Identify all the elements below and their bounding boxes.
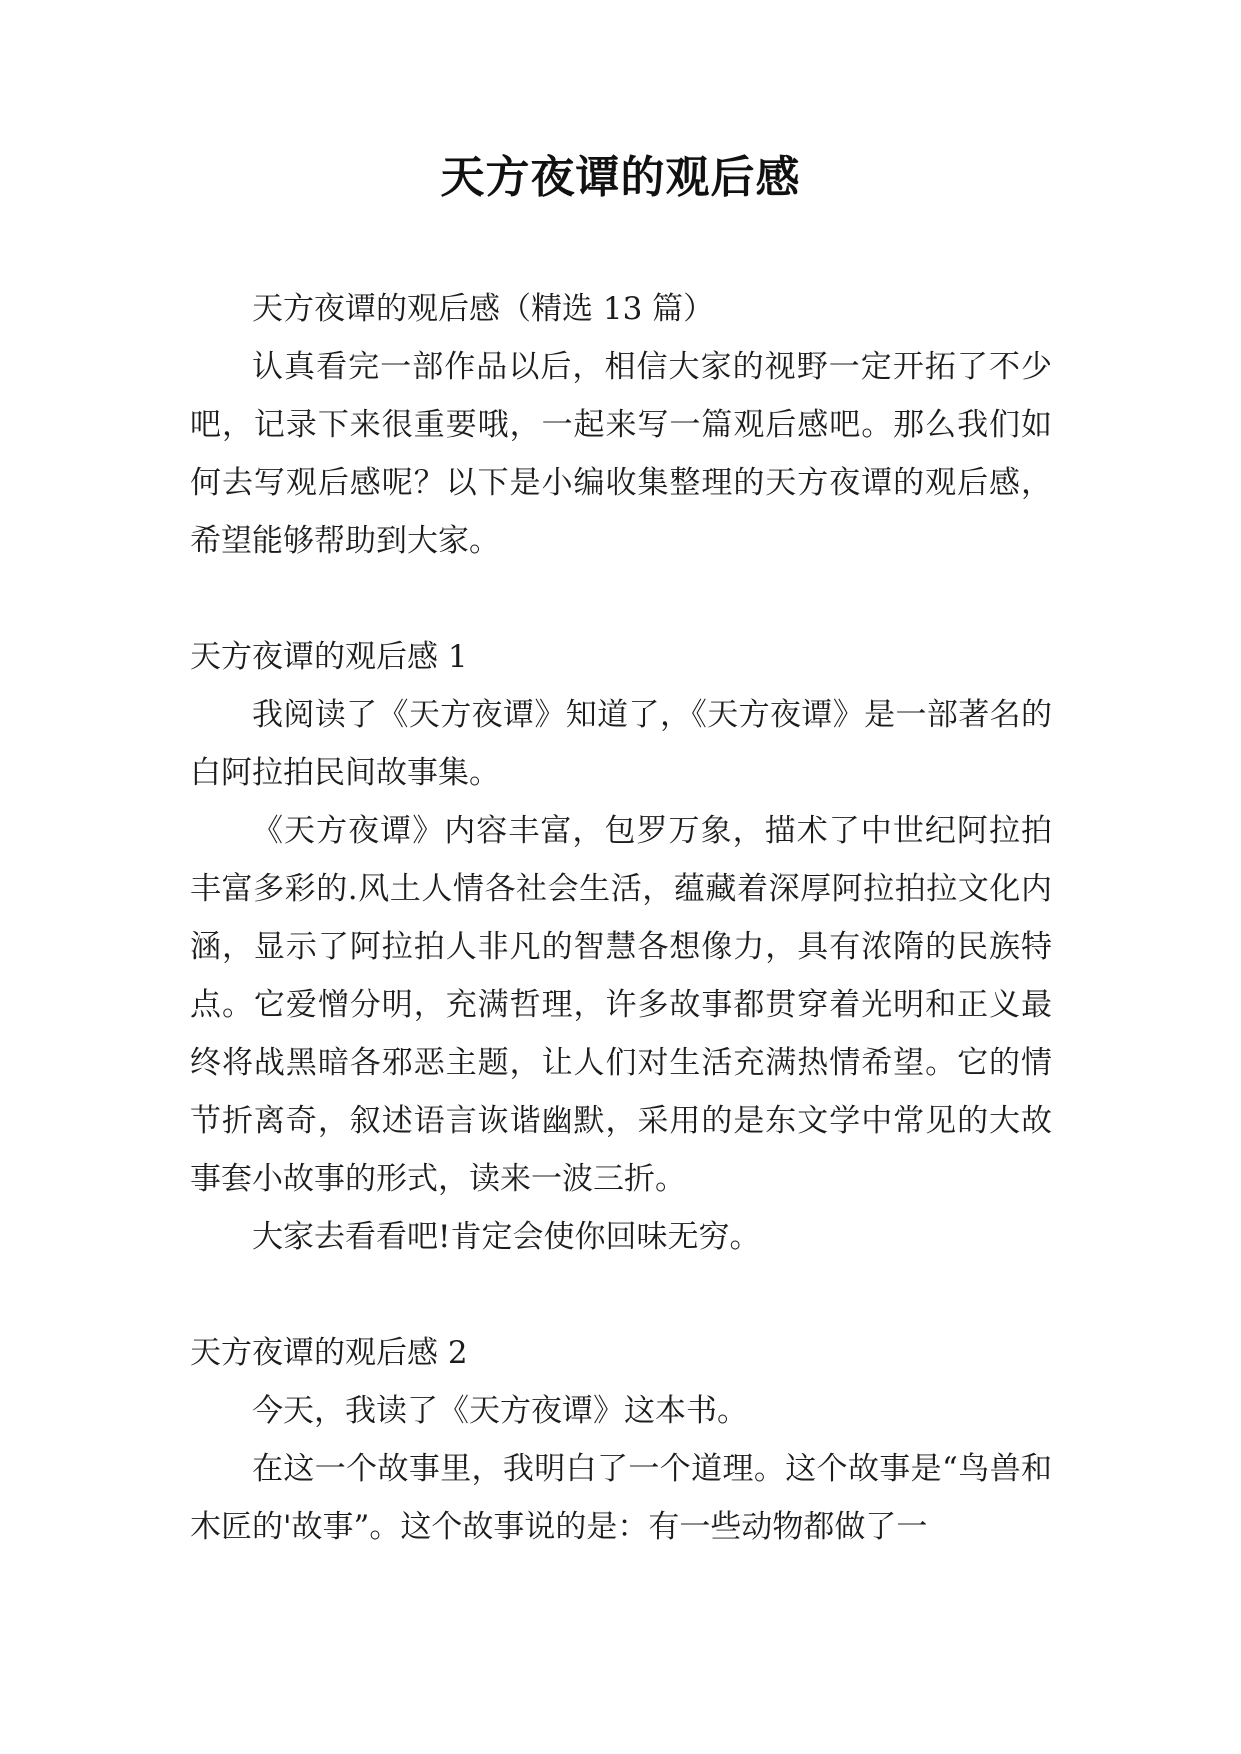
paragraph: 今天，我读了《天方夜谭》这本书。: [252, 1393, 748, 1429]
paragraph: 在这一个故事里，我明白了一个道理。这个故事是“鸟兽和木匠的'故事”。这个故事说的是：有一些动物都做了一: [190, 1451, 1052, 1545]
section-heading: 天方夜谭的观后感 1: [190, 639, 468, 675]
document-body: [190, 280, 1052, 1556]
paragraph: 《天方夜谭》内容丰富，包罗万象，描术了中世纪阿拉拍丰富多彩的.风土人情各社会生活，蕴藏着深厚阿拉拍拉文化内涵，显示了阿拉拍人非凡的智慧各想像力，具有浓隋的民族特点。它爱憎分明，充满哲理，许多故事都贯穿着光明和正义最终将战黑暗各邪恶主题，让人们对生活充满热情希望。它的情节折离奇，叙述语言诙谐幽默，采用的是东文学中常见的大故事套小故事的形式，读来一波三折。: [190, 813, 1052, 1197]
paragraph: 我阅读了《天方夜谭》知道了，《天方夜谭》是一部著名的白阿拉拍民间故事集。: [190, 697, 1052, 791]
intro-paragraph: 认真看完一部作品以后，相信大家的视野一定开拓了不少吧，记录下来很重要哦，一起来写一篇观后感吧。那么我们如何去写观后感呢？以下是小编收集整理的天方夜谭的观后感，希望能够帮助到大家。: [190, 349, 1052, 559]
paragraph: 大家去看看吧!肯定会使你回味无穷。: [252, 1219, 761, 1255]
section-1: [190, 628, 1052, 1266]
section-heading: 天方夜谭的观后感 2: [190, 1335, 468, 1371]
document-subtitle: 天方夜谭的观后感（精选 13 篇）: [252, 291, 715, 327]
section-2: [190, 1324, 1052, 1556]
document-title: 天方夜谭的观后感: [440, 152, 801, 203]
